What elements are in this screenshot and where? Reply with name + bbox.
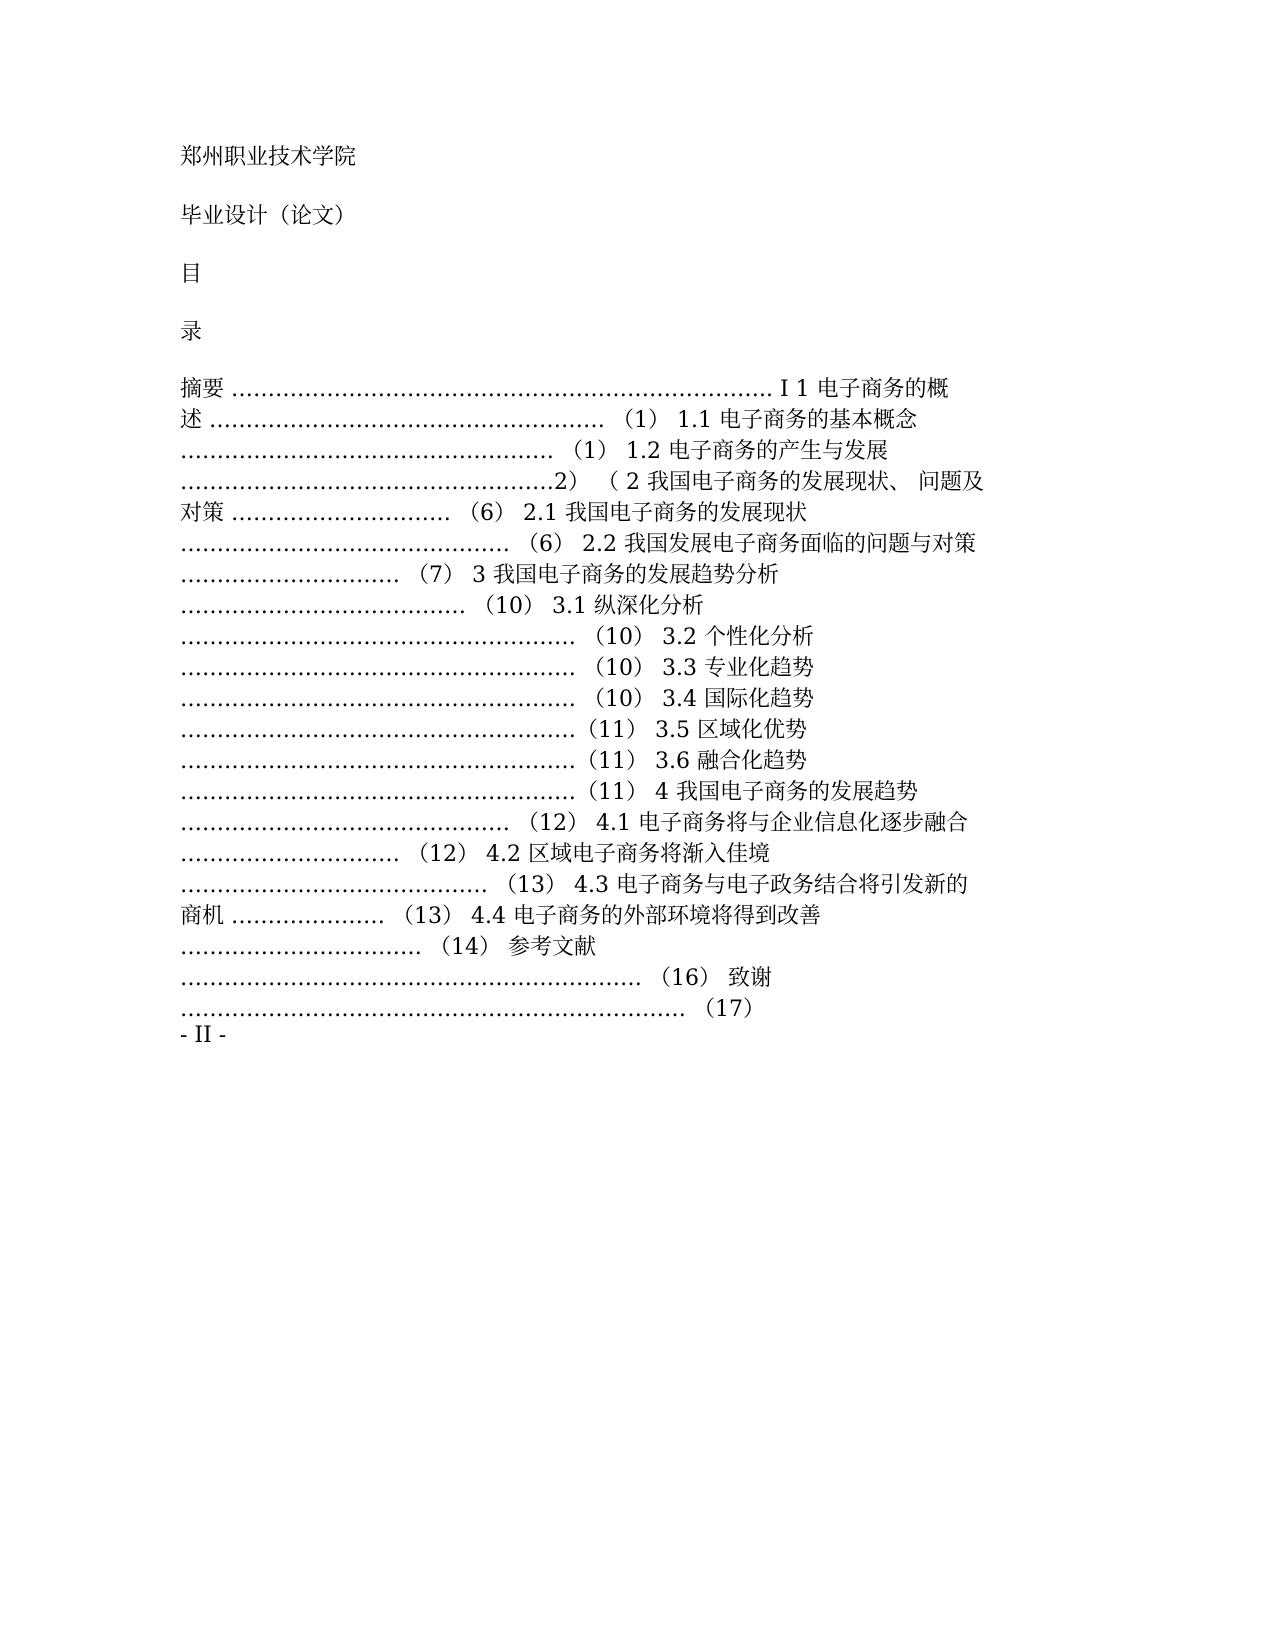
- toc-line: ………………………… （7） 3 我国电子商务的发展趋势分析: [180, 563, 779, 588]
- toc-line: …………………………………………………………… （17）: [180, 997, 765, 1022]
- toc-line: 对策 ………………………… （6） 2.1 我国电子商务的发展现状: [180, 501, 807, 526]
- toc-line: …………………………………………… （1） 1.2 电子商务的产生与发展: [180, 439, 888, 464]
- toc-line: 摘要 ……………………………………………………………….. Ⅰ 1 电子商务的概: [180, 377, 949, 402]
- toc-line: ……………………………………………………… （16） 致谢: [180, 966, 772, 991]
- document-type: 毕业设计（论文）: [180, 204, 357, 229]
- toc-title-first-char: 目: [180, 262, 203, 287]
- toc-line: ………………………………… （10） 3.1 纵深化分析: [180, 594, 704, 619]
- toc-line: 述 ……………………………………………… （1） 1.1 电子商务的基本概念: [180, 408, 917, 433]
- toc-line: ……………………………………………… （10） 3.4 国际化趋势: [180, 687, 814, 712]
- toc-line: ………………………………………………（11） 3.5 区域化优势: [180, 718, 807, 743]
- toc-line: 商机 ………………… （13） 4.4 电子商务的外部环境将得到改善: [180, 904, 821, 929]
- toc-line: ……………………………………………2） （ 2 我国电子商务的发展现状、 问题及: [180, 470, 984, 495]
- table-of-contents: [180, 374, 1080, 1025]
- toc-line: ………………………… （12） 4.2 区域电子商务将渐入佳境: [180, 842, 770, 867]
- toc-line: …………………………… （14） 参考文献: [180, 935, 596, 960]
- toc-line: ………………………………………………（11） 4 我国电子商务的发展趋势: [180, 780, 918, 805]
- toc-line: …………………………………… （13） 4.3 电子商务与电子政务结合将引发新的: [180, 873, 968, 898]
- toc-line: ……………………………………… （12） 4.1 电子商务将与企业信息化逐步融合: [180, 811, 968, 836]
- toc-line: ………………………………………………（11） 3.6 融合化趋势: [180, 749, 807, 774]
- toc-title-second-char: 录: [180, 320, 203, 345]
- institution-name: 郑州职业技术学院: [180, 145, 357, 170]
- toc-line: ……………………………………………… （10） 3.3 专业化趋势: [180, 656, 814, 681]
- toc-line: ……………………………………… （6） 2.2 我国发展电子商务面临的问题与对策: [180, 532, 976, 557]
- page-number: - II -: [180, 1023, 227, 1048]
- toc-line: ……………………………………………… （10） 3.2 个性化分析: [180, 625, 814, 650]
